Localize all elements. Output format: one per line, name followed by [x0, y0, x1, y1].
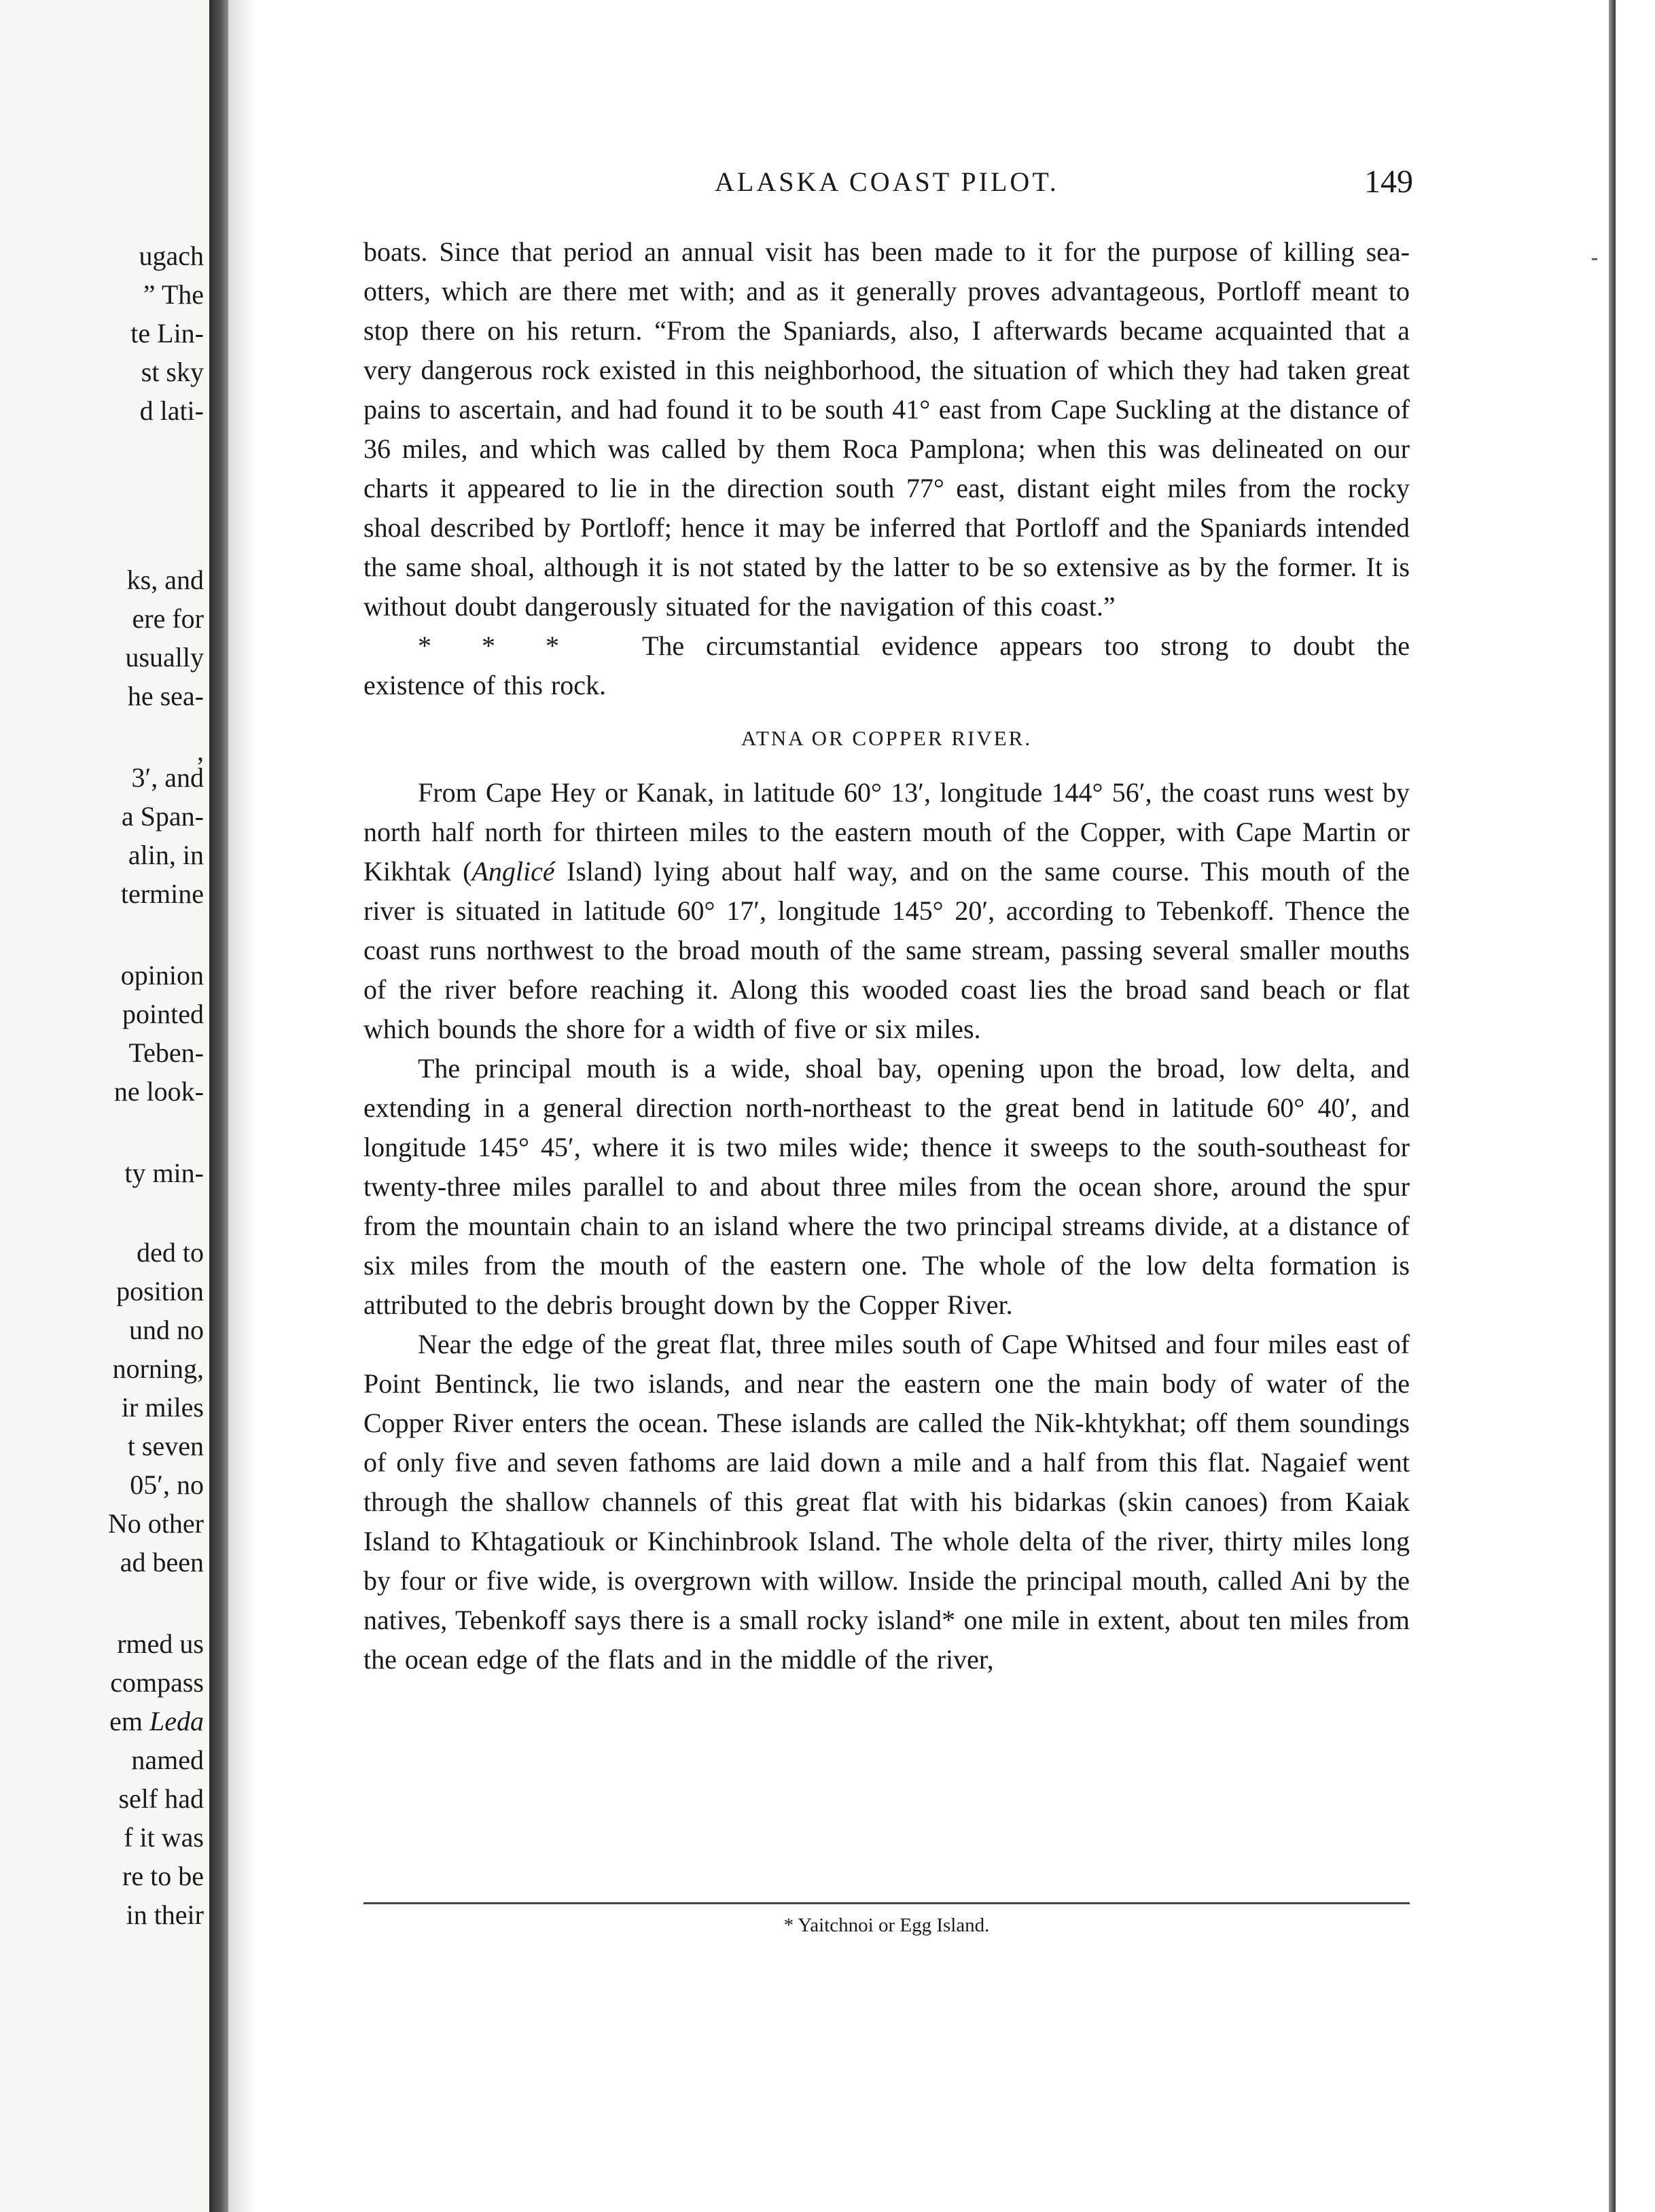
facing-page-line: named [131, 1745, 204, 1775]
section-heading: ATNA OR COPPER RIVER. [741, 726, 1033, 750]
facing-page-line: termine [120, 878, 204, 909]
facing-page-line: ere for [132, 603, 204, 634]
facing-page-line: 05′, no [130, 1469, 204, 1500]
page-edge [1609, 0, 1616, 2212]
facing-page-line: alin, in [128, 840, 204, 870]
facing-page-line: st sky [141, 357, 204, 387]
paragraph-2-first-line: The circumstantial evidence appears too strong to doubt the [642, 630, 1410, 661]
facing-page-line: a Span- [121, 801, 204, 832]
footnote-rule [363, 1902, 1410, 1904]
gutter-shadow [228, 0, 255, 2212]
paragraph-3 [363, 773, 1410, 1049]
facing-page-line: d lati- [139, 395, 204, 426]
page-margin-beyond [1616, 0, 1655, 2212]
facing-page-line: opinion [120, 960, 204, 991]
paragraph-3-part-b: Island) lying about half way, and on the same course. This mouth of the river is situated in latitude 60° 17′, longitude 145° 20′, according to Tebenkoff. Thence the coast runs northwest to the broad mouth of the same stream, passing several smaller mouths of the river before reaching it. Along this wooded coast lies the broad sand beach or flat which bounds the shore for a width of five or six miles. [363, 856, 1410, 1044]
facing-page-line: usually [125, 642, 204, 673]
facing-page-line: Teben- [128, 1037, 204, 1068]
paragraph-5: Near the edge of the great flat, three miles south of Cape Whitsed and four miles east of Point Bentinck, lie two islands, and near the eastern one the main body of water of the Copper River enters the ocean. These islands are called the Nik-khtykhat; off them soundings of only five and seven fathoms are laid down a mile and a half from this flat. Nagaief went through the shallow channels of this great flat with his bidarkas (skin canoes) from Kaiak Island to Khtagatiouk or Kinchinbrook Island. The whole delta of the river, thirty miles long by four or five wide, is overgrown with willow. Inside the principal mouth, called Ani by the natives, Tebenkoff says there is a small rocky island* one mile in extent, about ten miles from the ocean edge of the flats and in the middle of the river, [363, 1329, 1410, 1675]
paragraph-2-rest: existence of this rock. [363, 670, 606, 700]
facing-page-line: re to be [122, 1861, 204, 1891]
facing-page-line: ad been [120, 1547, 204, 1577]
running-head [679, 166, 1413, 207]
facing-page-line: in their [126, 1899, 204, 1930]
facing-page-line: te Lin- [130, 318, 204, 349]
running-title: ALASKA COAST PILOT. [715, 166, 1059, 197]
paragraph-3-italic: Anglicé [471, 856, 555, 887]
facing-page-line: ugach [139, 240, 204, 271]
book-gutter [209, 0, 228, 2212]
facing-page-line: 3′, and [131, 762, 204, 793]
asterisk-ellipsis: * * * [418, 630, 560, 661]
facing-page-line: No other [107, 1508, 204, 1539]
facing-page-line: und no [129, 1315, 204, 1345]
paragraph-1: boats. Since that period an annual visit has been made to it for the purpose of killing sea-otters, which are there met with; and as it generally proves advantageous, Portloff meant to stop there on his return. “From the Spaniards, also, I afterwards became acquainted that a very dangerous rock existed in this neighborhood, the situation of which they had taken great pains to ascertain, and had found it to be south 41° east from Cape Suckling at the distance of 36 miles, and which was called by them Roca Pamplona; when this was delineated on our charts it appeared to lie in the direction south 77° east, distant eight miles from the rocky shoal described by Portloff; hence it may be inferred that Portloff and the Spaniards intended the same shoal, although it is not stated by the latter to be so extensive as by the former. It is without doubt dangerously situated for the navigation of this coast.” [363, 236, 1410, 622]
facing-page-line: , [197, 736, 204, 766]
facing-page-line: rmed us [117, 1628, 204, 1659]
facing-page-line: ” The [143, 279, 204, 310]
facing-page-line: f it was [124, 1822, 204, 1853]
paragraph-3-part-a: From Cape Hey or Kanak, in latitude 60° 13′, longitude 144° 56′, the coast runs west by north half north for thirteen miles to the eastern mouth of the Copper, with Cape Martin or Kikhtak ( [363, 777, 1410, 887]
facing-page-line: self had [118, 1783, 204, 1814]
text-column [363, 232, 1410, 1679]
scan-speck [1592, 258, 1597, 260]
paragraph-4: The principal mouth is a wide, shoal bay, opening upon the broad, low delta, and extending in a general direction north-northeast to the great bend in latitude 60° 40′, and longitude 145° 45′, where it is two miles wide; thence it sweeps to the south-southeast for twenty-three miles parallel to and about three miles from the ocean shore, around the spur from the mountain chain to an island where the two principal streams divide, at a distance of six miles from the mouth of the eastern one. The whole of the low delta formation is attributed to the debris brought down by the Copper River. [363, 1053, 1410, 1320]
facing-page-line: compass [110, 1667, 204, 1698]
facing-page-line: ne look- [113, 1076, 204, 1107]
facing-page-line: ded to [137, 1237, 204, 1268]
footnote: * Yaitchnoi or Egg Island. [783, 1914, 990, 1936]
facing-page-line: he sea- [127, 681, 204, 711]
facing-page-line: t seven [127, 1431, 204, 1461]
facing-page-line: position [116, 1276, 204, 1306]
facing-page-line: ty min- [124, 1158, 204, 1188]
facing-page-line: pointed [122, 999, 204, 1029]
page-number: 149 [1364, 164, 1413, 200]
facing-page-line: em Leda [109, 1706, 204, 1736]
ellipsis-line [363, 626, 1410, 666]
facing-page-fragment [0, 0, 209, 2212]
facing-page-line: norning, [112, 1353, 204, 1384]
facing-page-line: ir miles [121, 1392, 204, 1423]
facing-page-line: ks, and [126, 565, 204, 595]
